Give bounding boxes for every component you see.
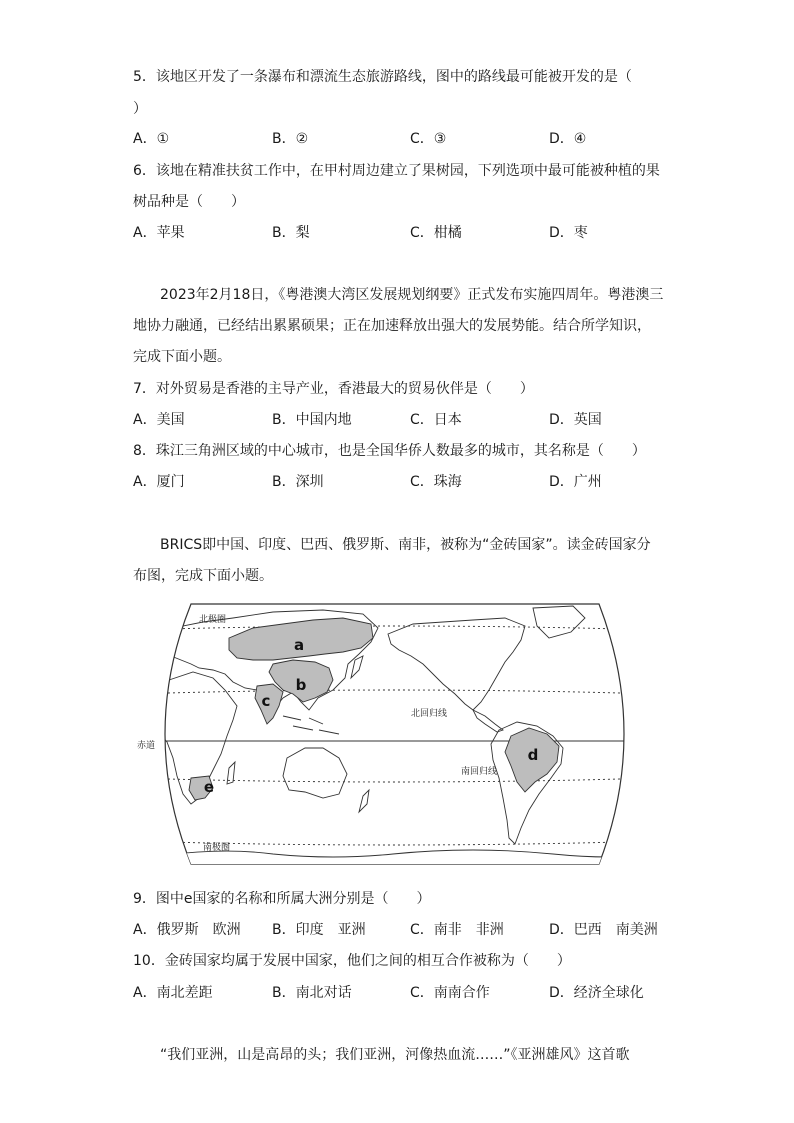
q6-stem-line2: 树品种是（ ） — [133, 194, 245, 210]
q6-option-d[interactable]: D．枣 — [549, 225, 588, 241]
q5-option-a[interactable]: A．① — [133, 131, 170, 147]
q7-option-c[interactable]: C．日本 — [410, 412, 462, 428]
q7-option-d[interactable]: D．英国 — [549, 412, 602, 428]
q9-stem: 9．图中e国家的名称和所属大洲分别是（ ） — [133, 891, 431, 907]
intro1-line1: 2023年2月18日，《粤港澳大湾区发展规划纲要》正式发布实施四周年。粤港澳三 — [160, 287, 664, 303]
q5-stem-line1: 5．该地区开发了一条瀑布和漂流生态旅游路线，图中的路线最可能被开发的是（ — [133, 69, 632, 85]
country-label-d: d — [527, 746, 539, 764]
q10-option-a[interactable]: A．南北差距 — [133, 985, 213, 1001]
q6-stem-line1: 6．该地在精准扶贫工作中，在甲村周边建立了果树园，下列选项中最可能被种植的果 — [133, 163, 660, 179]
intro1-line2: 地协力融通，已经结出累累硕果；正在加速释放出强大的发展势能。结合所学知识， — [133, 318, 651, 334]
label-tropic-capricorn: 南回归线 — [461, 767, 498, 777]
q5-option-d[interactable]: D．④ — [549, 131, 587, 147]
q9-option-a[interactable]: A．俄罗斯 欧洲 — [133, 922, 241, 938]
q8-options — [133, 472, 673, 492]
q7-options — [133, 410, 673, 430]
q5-stem-line2: ） — [133, 101, 147, 117]
brics-world-map — [133, 598, 655, 870]
q6-option-c[interactable]: C．柑橘 — [410, 225, 462, 241]
q7-option-b[interactable]: B．中国内地 — [272, 412, 352, 428]
q7-option-a[interactable]: A．美国 — [133, 412, 185, 428]
q6-option-b[interactable]: B．梨 — [272, 225, 310, 241]
q7-stem: 7．对外贸易是香港的主导产业，香港最大的贸易伙伴是（ ） — [133, 381, 534, 397]
intro3-line1: “我们亚洲，山是高昂的头；我们亚洲，河像热血流……”《亚洲雄风》这首歌 — [160, 1047, 630, 1063]
q10-options — [133, 983, 673, 1003]
q6-option-a[interactable]: A．苹果 — [133, 225, 185, 241]
country-label-b: b — [295, 676, 307, 694]
q9-option-c[interactable]: C．南非 非洲 — [410, 922, 504, 938]
country-label-a: a — [293, 636, 305, 654]
british-isles — [155, 634, 163, 648]
q8-option-c[interactable]: C．珠海 — [410, 474, 462, 490]
label-antarctic-circle: 南极圈 — [203, 843, 231, 853]
q8-option-b[interactable]: B．深圳 — [272, 474, 324, 490]
q10-option-b[interactable]: B．南北对话 — [272, 985, 352, 1001]
label-arctic-circle: 北极圈 — [199, 615, 227, 625]
q9-option-d[interactable]: D．巴西 南美洲 — [549, 922, 658, 938]
q10-option-d[interactable]: D．经济全球化 — [549, 985, 644, 1001]
q5-option-b[interactable]: B．② — [272, 131, 309, 147]
country-label-c: c — [261, 692, 271, 710]
country-label-e: e — [203, 778, 215, 796]
q5-options — [133, 129, 673, 149]
intro1-line3: 完成下面小题。 — [133, 349, 231, 365]
q8-option-d[interactable]: D．广州 — [549, 474, 602, 490]
q5-option-c[interactable]: C．③ — [410, 131, 447, 147]
q10-option-c[interactable]: C．南南合作 — [410, 985, 490, 1001]
intro2-line2: 布图，完成下面小题。 — [133, 568, 273, 584]
q8-stem: 8．珠江三角洲区域的中心城市，也是全国华侨人数最多的城市，其名称是（ ） — [133, 443, 646, 459]
intro2-line1: BRICS即中国、印度、巴西、俄罗斯、南非，被称为“金砖国家”。读金砖国家分 — [160, 537, 651, 553]
q9-option-b[interactable]: B．印度 亚洲 — [272, 922, 366, 938]
q9-options — [133, 920, 673, 940]
label-equator: 赤道 — [137, 741, 156, 751]
q10-stem: 10．金砖国家均属于发展中国家，他们之间的相互合作被称为（ ） — [133, 953, 571, 969]
label-tropic-cancer: 北回归线 — [411, 709, 448, 719]
q6-options — [133, 223, 673, 243]
q8-option-a[interactable]: A．厦门 — [133, 474, 185, 490]
